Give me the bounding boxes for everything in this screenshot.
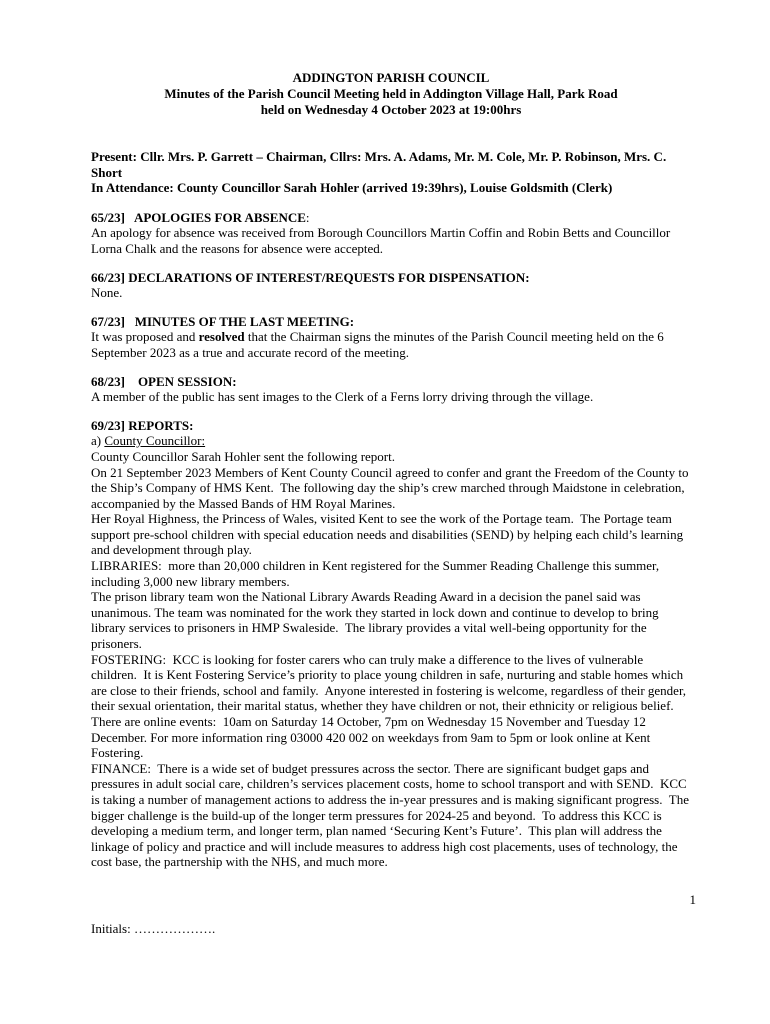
report-paragraph: County Councillor Sarah Hohler sent the following report. bbox=[91, 448, 396, 464]
report-paragraph: LIBRARIES: more than 20,000 children in Kent registered for the Summer Reading Challenge this summer, including 3,000 new library members. bbox=[91, 558, 660, 589]
last-minutes-body bbox=[91, 329, 691, 360]
county-councillor-subheading bbox=[91, 433, 691, 449]
report-paragraph: FOSTERING: KCC is looking for foster carers who can truly make a difference to the lives of vulnerable children. It is Kent Fostering Service’s priority to place young children in safe, nurturing and stable homes which are close to their friends, school and family. Anyone interested in fostering is welcome, regardless of their gender, their sexual orientation, their marital status, whether they have children or not, their ethnicity or religious belief. There are online events: 10am on Saturday 14 October, 7pm on Wednesday 15 November and Tuesday 12 December. For more information ring 03000 420 002 on weekdays from 9am to 5pm or look online at Kent Fostering. bbox=[91, 651, 687, 761]
section-reports bbox=[91, 418, 691, 870]
body-text-b: that the Chairman signs the minutes of the Parish Council meeting held on the 6 September 2023 as a true and accurate record of the meeting. bbox=[91, 329, 664, 360]
document-page bbox=[91, 70, 691, 870]
declarations-heading: 66/23] DECLARATIONS OF INTEREST/REQUESTS FOR DISPENSATION: bbox=[91, 269, 530, 285]
section-apologies bbox=[91, 210, 691, 257]
resolved-word: resolved bbox=[198, 329, 245, 345]
report-paragraph: On 21 September 2023 Members of Kent County Council agreed to confer and grant the Freedom of the County to the Ship’s Company of HMS Kent. The following day the ship’s crew marched through Maidstone in celebration, accompanied by the Massed Bands of HM Royal Marines. bbox=[91, 464, 689, 511]
section-open-session bbox=[91, 374, 691, 405]
attendance-block bbox=[91, 149, 691, 196]
meeting-date: held on Wednesday 4 October 2023 at 19:00hrs bbox=[260, 102, 522, 117]
body-text-a: It was proposed and bbox=[91, 329, 199, 345]
sub-prefix: a) bbox=[91, 433, 105, 449]
apologies-body: An apology for absence was received from Borough Councillors Martin Coffin and Robin Betts and Councillor Lorna Chalk and the reasons for absence were accepted. bbox=[91, 225, 671, 256]
open-session-body: A member of the public has sent images to the Clerk of a Ferns lorry driving through the village. bbox=[91, 389, 594, 405]
meeting-title: Minutes of the Parish Council Meeting held in Addington Village Hall, Park Road bbox=[164, 86, 618, 101]
council-name: ADDINGTON PARISH COUNCIL bbox=[292, 70, 490, 85]
section-heading bbox=[91, 210, 691, 226]
reports-heading: 69/23] REPORTS: bbox=[91, 417, 194, 433]
report-paragraph: FINANCE: There is a wide set of budget pressures across the sector. There are significant budget gaps and pressures in adult social care, children’s services placement costs, home to school transport and with SEND. KCC is taking a number of management actions to address the in-year pressures and is making significant progress. The bigger challenge is the build-up of the longer term pressures for 2024-25 and beyond. To address this KCC is developing a medium term, and longer term, plan named ‘Securing Kent’s Future’. This plan will address the linkage of policy and practice and will include measures to address high cost placements, uses of technology, the cost base, the partnership with the NHS, and much more. bbox=[91, 760, 689, 870]
in-attendance-list: In Attendance: County Councillor Sarah Hohler (arrived 19:39hrs), Louise Goldsmith (Clerk) bbox=[91, 180, 613, 196]
initials-line: Initials: ………………. bbox=[91, 921, 216, 936]
open-session-heading: 68/23] OPEN SESSION: bbox=[91, 373, 237, 389]
last-minutes-heading: 67/23] MINUTES OF THE LAST MEETING: bbox=[91, 313, 355, 329]
sub-label: County Councillor: bbox=[104, 433, 206, 449]
section-declarations bbox=[91, 270, 691, 301]
present-list: Present: Cllr. Mrs. P. Garrett – Chairman, Cllrs: Mrs. A. Adams, Mr. M. Cole, Mr. P. Robinson, Mrs. C. Short bbox=[91, 149, 667, 180]
heading-colon: : bbox=[305, 209, 310, 225]
declarations-body: None. bbox=[91, 285, 123, 301]
page-number: 1 bbox=[689, 892, 696, 907]
section-last-minutes bbox=[91, 314, 691, 361]
apologies-heading: 65/23] APOLOGIES FOR ABSENCE bbox=[91, 209, 306, 225]
minutes-header bbox=[91, 70, 691, 118]
report-paragraph: Her Royal Highness, the Princess of Wales, visited Kent to see the work of the Portage team. The Portage team support pre-school children with special education needs and disabilities (SEND) by helping each child’s learning and development through play. bbox=[91, 511, 684, 558]
report-paragraph: The prison library team won the National Library Awards Reading Award in a decision the panel said was unanimous. The team was nominated for the work they started in lock down and continue to develop to bring library services to prisoners in HMP Swaleside. The library provides a vital well-being opportunity for the prisoners. bbox=[91, 589, 659, 652]
